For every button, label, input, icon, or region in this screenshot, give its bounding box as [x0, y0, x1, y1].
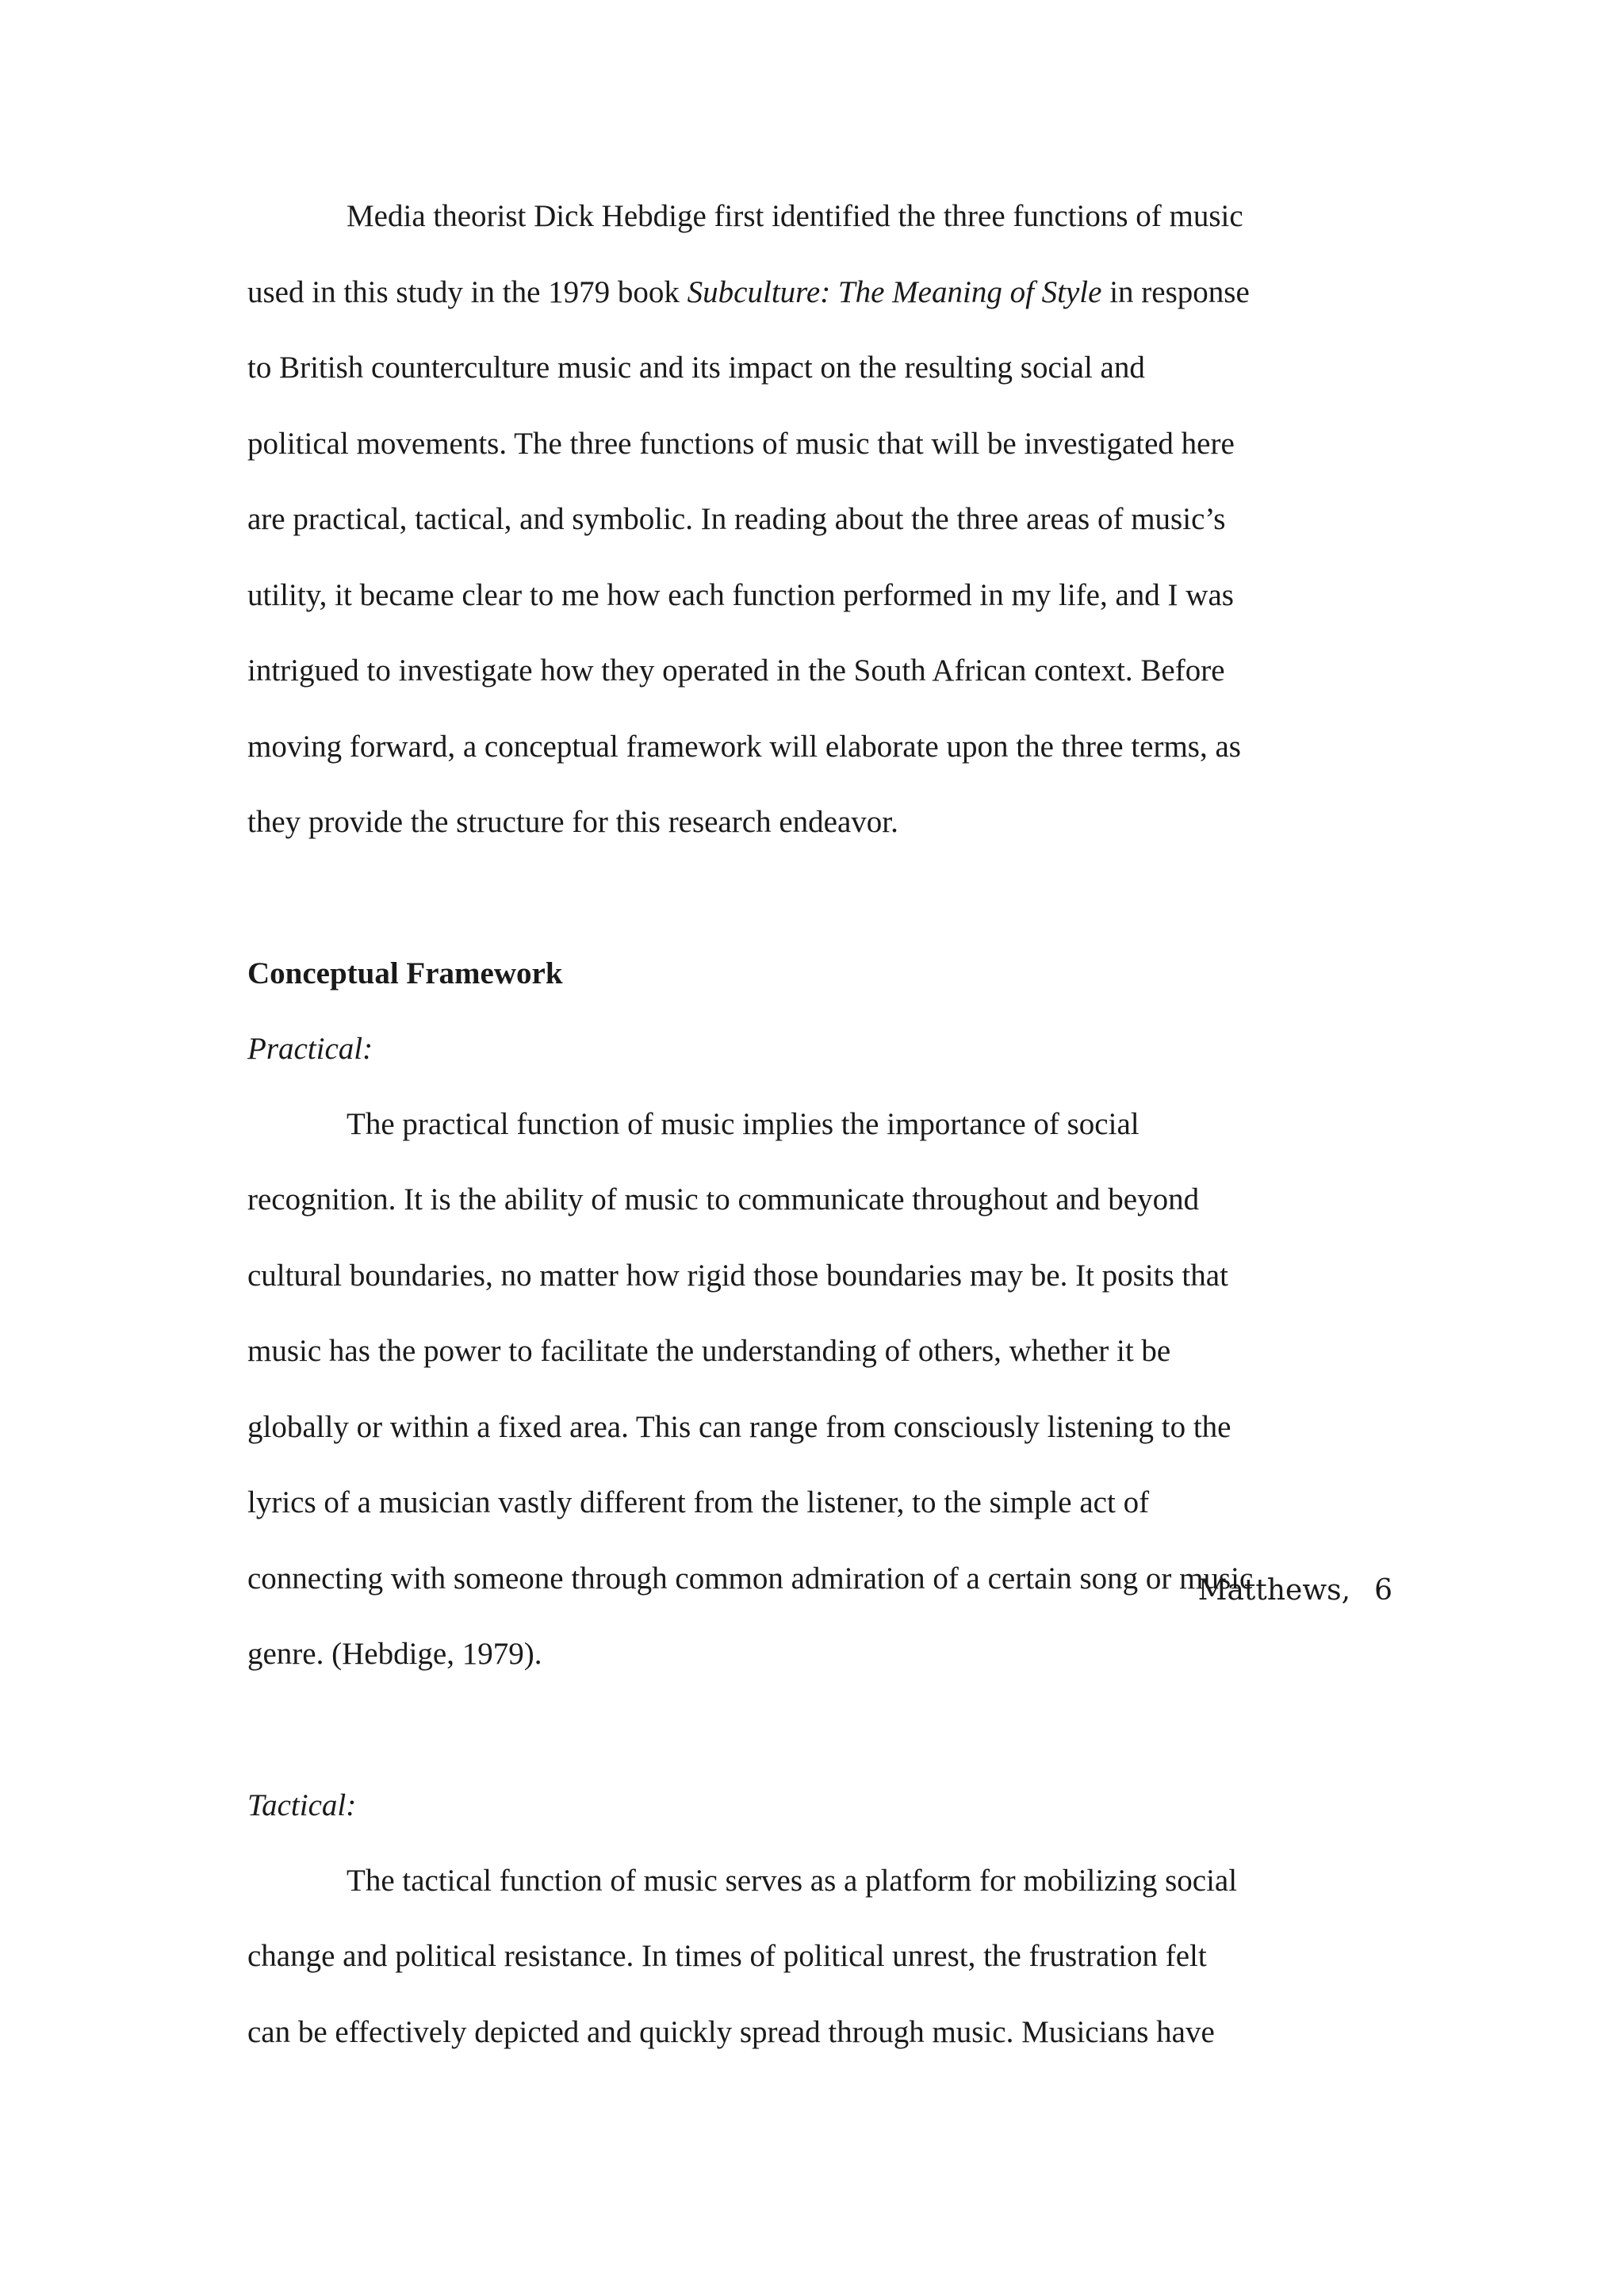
intro-line-3: to British counterculture music and its impact on the resulting social and: [247, 351, 1145, 385]
intro-line-4: political movements. The three functions of music that will be investigated here: [247, 426, 1235, 461]
page-number: 6: [1374, 1574, 1392, 1607]
intro-line-2-post: in response: [1101, 274, 1250, 309]
tactical-line-2: change and political resistance. In times of political unrest, the frustration felt: [247, 1939, 1207, 1973]
practical-line-7: connecting with someone through common admiration of a certain song or music: [247, 1561, 1254, 1596]
practical-line-5: globally or within a fixed area. This can range from consciously listening to the: [247, 1409, 1231, 1444]
intro-line-7: intrigued to investigate how they operated in the South African context. Before: [247, 653, 1225, 688]
intro-line-8: moving forward, a conceptual framework will elaborate upon the three terms, as: [247, 729, 1241, 764]
practical-line-3: cultural boundaries, no matter how rigid those boundaries may be. It posits that: [247, 1258, 1228, 1293]
intro-line-1: Media theorist Dick Hebdige first identified the three functions of music: [347, 199, 1243, 233]
practical-line-6: lyrics of a musician vastly different from the listener, to the simple act of: [247, 1485, 1150, 1519]
tactical-line-1: The tactical function of music serves as a platform for mobilizing social: [347, 1863, 1238, 1898]
practical-line-1: The practical function of music implies the importance of social: [347, 1106, 1139, 1141]
book-title: Subculture: The Meaning of Style: [687, 274, 1102, 309]
spacer: [247, 874, 1373, 949]
page-footer: [1198, 1569, 1392, 1613]
body-text: [247, 192, 1373, 2083]
tactical-heading: Tactical:: [247, 1787, 357, 1822]
spacer: [247, 1706, 1373, 1781]
practical-line-2: recognition. It is the ability of music to communicate throughout and beyond: [247, 1182, 1200, 1216]
practical-heading: Practical:: [247, 1031, 373, 1066]
intro-line-2-pre: used in this study in the 1979 book: [247, 274, 688, 309]
section-heading: Conceptual Framework: [247, 956, 563, 990]
intro-line-5: are practical, tactical, and symbolic. In reading about the three areas of music’s: [247, 502, 1226, 536]
intro-line-2: [247, 268, 1373, 344]
intro-line-9: they provide the structure for this research endeavor.: [247, 805, 898, 839]
tactical-line-3: can be effectively depicted and quickly spread through music. Musicians have: [247, 2014, 1215, 2049]
footer-author: Matthews,: [1197, 1574, 1351, 1607]
practical-line-8: genre. (Hebdige, 1979).: [247, 1637, 542, 1671]
practical-line-4: music has the power to facilitate the understanding of others, whether it be: [247, 1334, 1171, 1368]
intro-line-6: utility, it became clear to me how each function performed in my life, and I was: [247, 577, 1234, 612]
